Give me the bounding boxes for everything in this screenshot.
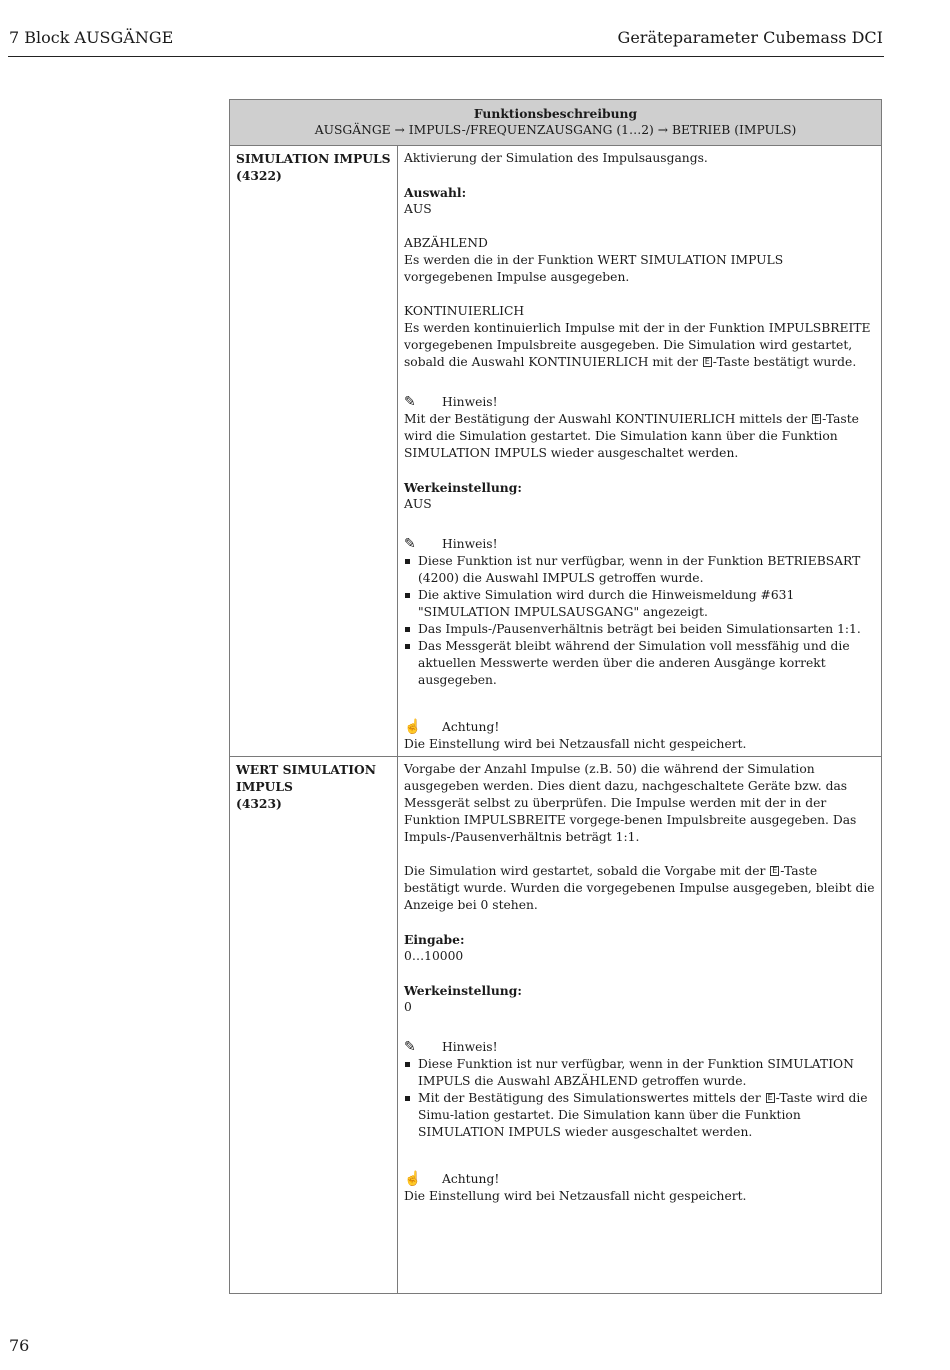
function-name: WERT SIMULATION bbox=[236, 762, 376, 777]
option-abzaehlend: ABZÄHLEND bbox=[404, 236, 488, 250]
caution-heading bbox=[404, 1171, 875, 1188]
list-item: Das Impuls-/Pausenverhältnis beträgt bei beiden Simulationsarten 1:1. bbox=[404, 621, 875, 638]
selection-label: Auswahl: bbox=[404, 185, 467, 200]
pencil-icon: ✎ bbox=[404, 394, 416, 410]
caution-text: Die Einstellung wird bei Netzausfall nicht gespeichert. bbox=[404, 737, 747, 751]
function-name-cont: IMPULS bbox=[236, 779, 293, 794]
pencil-icon: ✎ bbox=[404, 536, 416, 552]
list-item: Die aktive Simulation wird durch die Hinweismeldung #631 "SIMULATION IMPULSAUSGANG" angezeigt. bbox=[404, 587, 875, 621]
function-name-cell bbox=[230, 146, 398, 756]
description-intro: Aktivierung der Simulation des Impulsausgangs. bbox=[404, 151, 708, 165]
note-list bbox=[404, 553, 875, 689]
list-item: Das Messgerät bleibt während der Simulation voll messfähig und die aktuellen Messwerte werden über die anderen Ausgänge korrekt ausgegeben. bbox=[404, 638, 875, 689]
factory-setting-label: Werkeinstellung: bbox=[404, 480, 522, 495]
option-kontinuierlich: KONTINUIERLICH bbox=[404, 304, 525, 318]
description-intro: Vorgabe der Anzahl Impulse (z.B. 50) die während der Simulation ausgegeben werden. Dies dient dazu, nachgeschaltete Geräte bzw. das Messgerät selbst zu überprüfen. Die Impulse werden mit der in der Funktion IMPULSBREITE vorgege-benen Impulsbreite ausgegeben. Das Impuls-/Pausenverhältnis beträgt 1:1. bbox=[404, 762, 857, 844]
caution-label: Achtung! bbox=[442, 1172, 500, 1186]
function-code: (4322) bbox=[236, 168, 282, 183]
function-table bbox=[229, 99, 882, 1294]
note-heading bbox=[404, 536, 875, 553]
list-item: Diese Funktion ist nur verfügbar, wenn in der Funktion BETRIEBSART (4200) die Auswahl IMPULS getroffen wurde. bbox=[404, 553, 875, 587]
table-row bbox=[230, 757, 881, 1293]
note-label: Hinweis! bbox=[442, 1040, 498, 1054]
document-title: Geräteparameter Cubemass DCI bbox=[617, 28, 883, 47]
description-start: Die Simulation wird gestartet, sobald die Vorgabe mit der E-Taste bestätigt wurde. Wurden die vorgegebenen Impulse ausgegeben, bleibt die Anzeige bei 0 stehen. bbox=[404, 863, 875, 914]
note-heading bbox=[404, 1039, 875, 1056]
chapter-title: 7 Block AUSGÄNGE bbox=[9, 28, 174, 47]
input-range: 0…10000 bbox=[404, 949, 464, 963]
header-divider bbox=[8, 56, 884, 57]
note-label: Hinweis! bbox=[442, 537, 498, 551]
caution-label: Achtung! bbox=[442, 720, 500, 734]
hand-icon: ☝ bbox=[404, 1171, 422, 1187]
option-kontinuierlich-description: Es werden kontinuierlich Impulse mit der in der Funktion IMPULSBREITE vorgegebenen Impulsbreite ausgegeben. Die Simulation wird gestartet, sobald die Auswahl KONTINUIERLICH mit der E-Taste bestätigt wurde. bbox=[404, 320, 875, 371]
table-row bbox=[230, 146, 881, 757]
input-label: Eingabe: bbox=[404, 932, 465, 947]
function-name-cell bbox=[230, 757, 398, 1293]
caution-heading bbox=[404, 719, 875, 736]
e-key-icon bbox=[766, 1093, 775, 1103]
factory-setting-value: 0 bbox=[404, 1000, 412, 1014]
caution-text: Die Einstellung wird bei Netzausfall nicht gespeichert. bbox=[404, 1189, 747, 1203]
pencil-icon: ✎ bbox=[404, 1039, 416, 1055]
e-key-icon bbox=[770, 866, 779, 876]
e-key-icon bbox=[812, 414, 821, 424]
note-heading bbox=[404, 394, 875, 411]
note-text: Mit der Bestätigung der Auswahl KONTINUIERLICH mittels der E-Taste wird die Simulation gestartet. Die Simulation kann über die Funktion SIMULATION IMPULS wieder ausgeschaltet werden. bbox=[404, 411, 875, 462]
e-key-icon bbox=[703, 357, 712, 367]
function-name: SIMULATION IMPULS bbox=[236, 151, 391, 166]
function-code: (4323) bbox=[236, 796, 282, 811]
list-item: Mit der Bestätigung des Simulationswertes mittels der E-Taste wird die Simu-lation gestartet. Die Simulation kann über die Funktion SIMULATION IMPULS wieder ausgeschaltet werden. bbox=[404, 1090, 875, 1141]
page-number: 76 bbox=[9, 1336, 30, 1355]
note-label: Hinweis! bbox=[442, 395, 498, 409]
function-description-cell bbox=[398, 757, 881, 1293]
factory-setting-label: Werkeinstellung: bbox=[404, 983, 522, 998]
function-description-cell bbox=[398, 146, 881, 756]
table-title: Funktionsbeschreibung bbox=[473, 106, 638, 121]
hand-icon: ☝ bbox=[404, 719, 422, 735]
list-item: Diese Funktion ist nur verfügbar, wenn in der Funktion SIMULATION IMPULS die Auswahl ABZÄHLEND getroffen wurde. bbox=[404, 1056, 875, 1090]
menu-path: AUSGÄNGE → IMPULS-/FREQUENZAUSGANG (1…2) → BETRIEB (IMPULS) bbox=[314, 123, 797, 137]
factory-setting-value: AUS bbox=[404, 497, 432, 511]
option-aus: AUS bbox=[404, 202, 432, 216]
option-abzaehlend-description: Es werden die in der Funktion WERT SIMULATION IMPULS vorgegebenen Impulse ausgegeben. bbox=[404, 253, 784, 284]
table-header bbox=[230, 100, 881, 146]
note-list bbox=[404, 1056, 875, 1141]
